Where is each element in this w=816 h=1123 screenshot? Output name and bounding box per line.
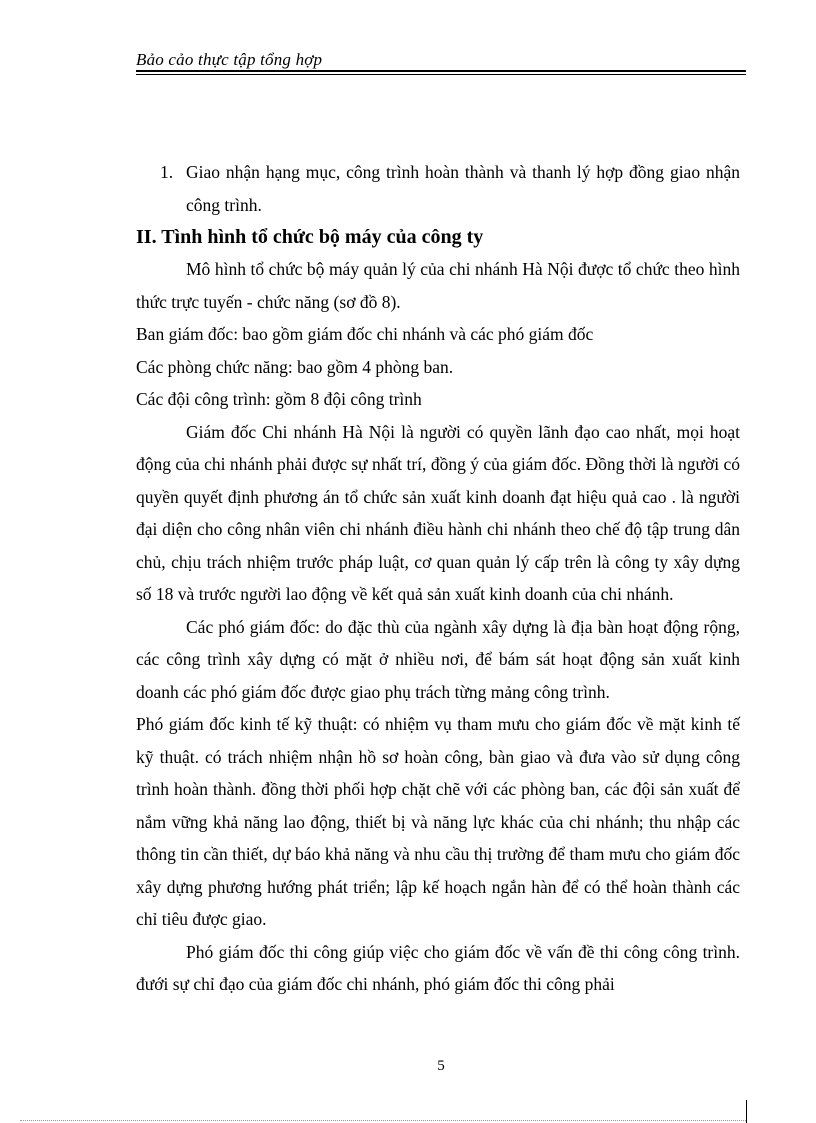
paragraph-technical-deputy: Phó giám đốc kinh tế kỹ thuật: có nhiệm vụ tham mưu cho giám đốc về mặt kinh tế kỹ thuật. có trách nhiệm nhận hồ sơ hoàn công, bàn giao và đưa vào sử dụng công trình hoàn thành. đồng thời phối hợp chặt chẽ với các phòng ban, các đội sản xuất để nắm vững khả năng lao động, thiết bị và năng lực khác của chi nhánh; thu nhập các thông tin cần thiết, dự báo khả năng và nhu cầu thị trường để tham mưu cho giám đốc xây dựng phương hướng phát triển; lập kế hoạch ngắn hàn để có thể hoàn thành các chỉ tiêu được giao.	[136, 714, 740, 929]
header-rule-thin	[136, 74, 746, 75]
paragraph-construction-deputy: Phó giám đốc thi công giúp việc cho giám đốc về vấn đề thi công công trình. đưới sự chỉ đạo của giám đốc chi nhánh, phó giám đốc thi công phải	[136, 941, 740, 994]
paragraph-org-model: Mô hình tổ chức bộ máy quản lý của chi nhánh Hà Nội được tổ chức theo hình thức trực tuyến - chức năng (sơ đồ 8).	[136, 259, 740, 312]
page-bottom-border	[20, 1120, 746, 1122]
paragraph-director: Giám đốc Chi nhánh Hà Nội là người có quyền lãnh đạo cao nhất, mọi hoạt động của chi nhánh phải được sự nhất trí, đồng ý của giám đốc. Đồng thời là người có quyền quyết định phương án tổ chức sản xuất kinh doanh đạt hiệu quả cao . là người đại diện cho công nhân viên chi nhánh điều hành chi nhánh theo chế độ tập trung dân chủ, chịu trách nhiệm trước pháp luật, cơ quan quản lý cấp trên là công ty xây dựng số 18 và trước người lao động về kết quả sản xuất kinh doanh của chi nhánh.	[136, 421, 740, 604]
header-title: Bảo cảo thực tập tổng hợp	[136, 50, 323, 69]
line-board-of-directors: Ban giám đốc: bao gồm giám đốc chi nhánh và các phó giám đốc	[136, 324, 594, 344]
page-edge-line	[746, 1100, 747, 1123]
page-number: 5	[437, 1058, 445, 1074]
header-rule-thick	[136, 70, 746, 72]
page-header	[136, 50, 746, 70]
list-item-text: Giao nhận hạng mục, công trình hoàn thành và thanh lý hợp đồng giao nhận công trình.	[186, 162, 740, 215]
list-item	[136, 156, 740, 221]
line-functional-departments: Các phòng chức năng: bao gồm 4 phòng ban.	[136, 356, 454, 377]
document-body	[136, 156, 740, 1001]
list-item-number: 1.	[160, 162, 174, 182]
section-heading: II. Tình hình tổ chức bộ máy của công ty	[136, 226, 484, 248]
line-construction-teams: Các đội công trình: gồm 8 đội công trình	[136, 389, 422, 409]
paragraph-deputy-directors: Các phó giám đốc: do đặc thù của ngành xây dựng là địa bàn hoạt động rộng, các công trình xây dựng có mặt ở nhiều nơi, để bám sát hoạt động sản xuất kinh doanh các phó giám đốc được giao phụ trách từng mảng công trình.	[136, 616, 740, 702]
